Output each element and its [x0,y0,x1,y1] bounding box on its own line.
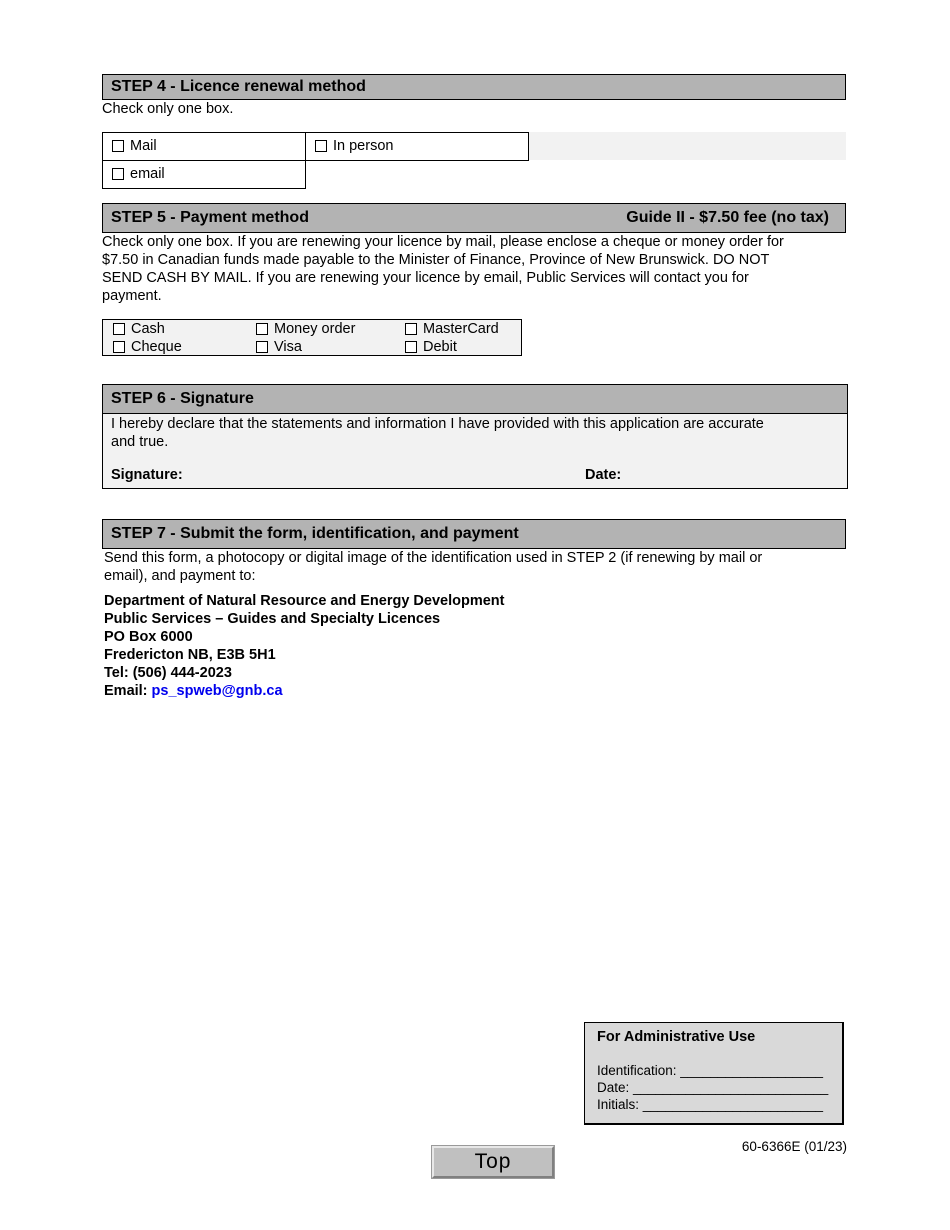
date-field[interactable] [585,467,621,483]
visa-label: Visa [274,339,302,355]
step6-section [102,384,848,489]
step5-instruction [102,233,846,305]
step5-instruction-line: SEND CASH BY MAIL. If you are renewing your licence by email, Public Services will contact you for [102,270,749,286]
email-line [104,682,504,700]
payment-option-money-order[interactable] [256,320,355,338]
signature-field[interactable] [111,467,183,483]
mailing-address [104,592,504,700]
visa-checkbox[interactable] [256,341,268,353]
mastercard-label: MasterCard [423,321,499,337]
admin-identification: Identification: ___________________ [597,1063,823,1078]
address-line: PO Box 6000 [104,629,193,645]
money-order-checkbox[interactable] [256,323,268,335]
step5-instruction-line: payment. [102,288,162,304]
debit-checkbox[interactable] [405,341,417,353]
cash-label: Cash [131,321,165,337]
address-line: Public Services – Guides and Specialty Licences [104,611,441,627]
email-label: Email: [104,683,148,699]
declaration [111,415,831,451]
admin-initials: Initials: ________________________ [597,1097,823,1112]
cheque-checkbox[interactable] [113,341,125,353]
step5-fee: Guide II - $7.50 fee (no tax) [626,209,829,226]
step7-instruction [104,549,762,585]
address-line: Fredericton NB, E3B 5H1 [104,647,276,663]
step7-title: STEP 7 - Submit the form, identification, and payment [111,525,519,542]
mastercard-checkbox[interactable] [405,323,417,335]
signature-label: Signature: [111,467,183,483]
step5-instruction-line: Check only one box. If you are renewing your licence by mail, please enclose a cheque or money order for [102,234,784,250]
renewal-option-in-person[interactable] [305,132,529,161]
step6-header [103,385,847,414]
mail-checkbox[interactable] [112,140,124,152]
step7-instruction-line: Send this form, a photocopy or digital image of the identification used in STEP 2 (if renewing by mail or [104,550,763,566]
renewal-option-mail[interactable] [102,132,306,161]
step4-header [102,74,846,100]
step4-instruction: Check only one box. [102,101,234,117]
admin-date: Date: __________________________ [597,1080,829,1095]
payment-option-mastercard[interactable] [405,320,499,338]
payment-options-box [102,319,522,356]
step6-title: STEP 6 - Signature [111,390,254,407]
mail-label: Mail [130,138,157,154]
step5-header [102,203,846,233]
step7-header [102,519,846,549]
in-person-checkbox[interactable] [315,140,327,152]
cheque-label: Cheque [131,339,182,355]
declaration-line: I hereby declare that the statements and information I have provided with this application are accurate [111,416,764,432]
payment-option-cheque[interactable] [113,338,182,356]
step4-title: STEP 4 - Licence renewal method [111,78,366,95]
admin-title: For Administrative Use [597,1029,756,1045]
step5-title: STEP 5 - Payment method [111,209,309,226]
email-checkbox[interactable] [112,168,124,180]
email-option-label: email [130,166,165,182]
email-link[interactable]: ps_spweb@gnb.ca [151,683,283,699]
cash-checkbox[interactable] [113,323,125,335]
date-label: Date: [585,467,622,483]
in-person-label: In person [333,138,394,154]
top-button[interactable]: Top [432,1146,554,1178]
payment-option-cash[interactable] [113,320,165,338]
form-number: 60-6366E (01/23) [741,1139,847,1154]
step7-instruction-line: email), and payment to: [104,568,256,584]
address-line: Tel: (506) 444-2023 [104,665,232,681]
address-line: Department of Natural Resource and Energy Development [104,593,505,609]
step4-shade [528,132,846,160]
renewal-option-email[interactable] [102,160,306,189]
declaration-line: and true. [111,434,169,450]
admin-box [584,1022,844,1125]
step5-instruction-line: $7.50 in Canadian funds made payable to the Minister of Finance, Province of New Brunswick. DO NOT [102,252,770,268]
payment-option-visa[interactable] [256,338,302,356]
money-order-label: Money order [274,321,356,337]
admin-fields [597,1062,828,1113]
debit-label: Debit [423,339,457,355]
payment-option-debit[interactable] [405,338,457,356]
